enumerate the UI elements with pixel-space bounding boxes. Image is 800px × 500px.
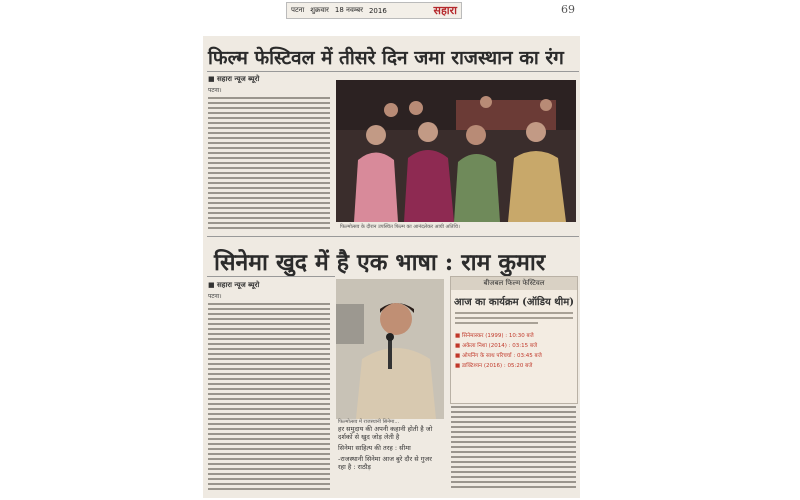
schedule-item: ■ सिनेमास्कर (1999) : 10:30 बजे bbox=[455, 333, 534, 339]
quote-line: सिनेमा साहित्य की तरह : सीमा bbox=[338, 444, 411, 452]
schedule-box-subtitle: आज का कार्यक्रम (ऑडिय थीम) bbox=[454, 297, 574, 308]
story1-body-text bbox=[208, 97, 330, 232]
schedule-box-title: बीजबल फिल्म फेस्टिवल bbox=[451, 277, 577, 290]
newspaper-logo: सहारा bbox=[433, 4, 457, 17]
story2-headline: सिनेमा खुद में है एक भाषा : राम कुमार bbox=[214, 249, 546, 276]
quote-line: दर्शकों से खुद जोड़ लेती है bbox=[338, 433, 400, 441]
masthead-year: 2016 bbox=[368, 6, 387, 15]
festival-schedule-box bbox=[450, 276, 578, 404]
divider bbox=[207, 71, 579, 72]
story1-dateline: पटना। bbox=[208, 87, 222, 94]
schedule-item: ■ डाक्टिश्यन (2016) : 05:20 बजे bbox=[455, 363, 533, 369]
newspaper-masthead bbox=[286, 2, 462, 19]
masthead-day: शुक्रवार bbox=[310, 6, 329, 14]
story2-photo-caption: फिल्मोत्सव में राजस्थानी सिनेमा... bbox=[338, 419, 400, 425]
page-number: 69 bbox=[561, 3, 575, 16]
story2-body-text bbox=[208, 303, 330, 493]
story2-speaker-photo bbox=[336, 279, 444, 419]
divider bbox=[207, 276, 335, 277]
masthead-city: पटना bbox=[291, 6, 305, 14]
divider bbox=[207, 236, 579, 237]
quote-line: रहा है : राठौड़ bbox=[338, 463, 371, 471]
story2-byline: ■ सहारा न्यूज ब्यूरो bbox=[208, 281, 260, 289]
story1-photo bbox=[336, 80, 576, 222]
story2-body-text-col3 bbox=[451, 406, 576, 494]
story1-photo-caption: फिल्मोत्सव के दौरान उपस्थित फिल्म का आनंदलेकर आयी अतिथि। bbox=[340, 224, 460, 230]
quote-line: -राजस्थानी सिनेमा आज बुरे दौर से गुजर bbox=[338, 455, 432, 463]
story2-pull-quote bbox=[338, 425, 444, 471]
masthead-date: 18 नवम्बर bbox=[334, 6, 363, 14]
story2-dateline: पटना। bbox=[208, 293, 222, 300]
schedule-item: ■ ओपनिंग के साथ परिचर्चा : 03:45 बजे bbox=[455, 353, 542, 359]
story1-headline: फिल्म फेस्टिवल में तीसरे दिन जमा राजस्थान का रंग bbox=[208, 47, 564, 69]
story1-byline: ■ सहारा न्यूज ब्यूरो bbox=[208, 75, 260, 83]
quote-line: हर समुदाय की अपनी कहानी होती है जो bbox=[338, 425, 433, 433]
schedule-item: ■ अकेला निशा (2014) : 03:15 बजे bbox=[455, 343, 538, 349]
